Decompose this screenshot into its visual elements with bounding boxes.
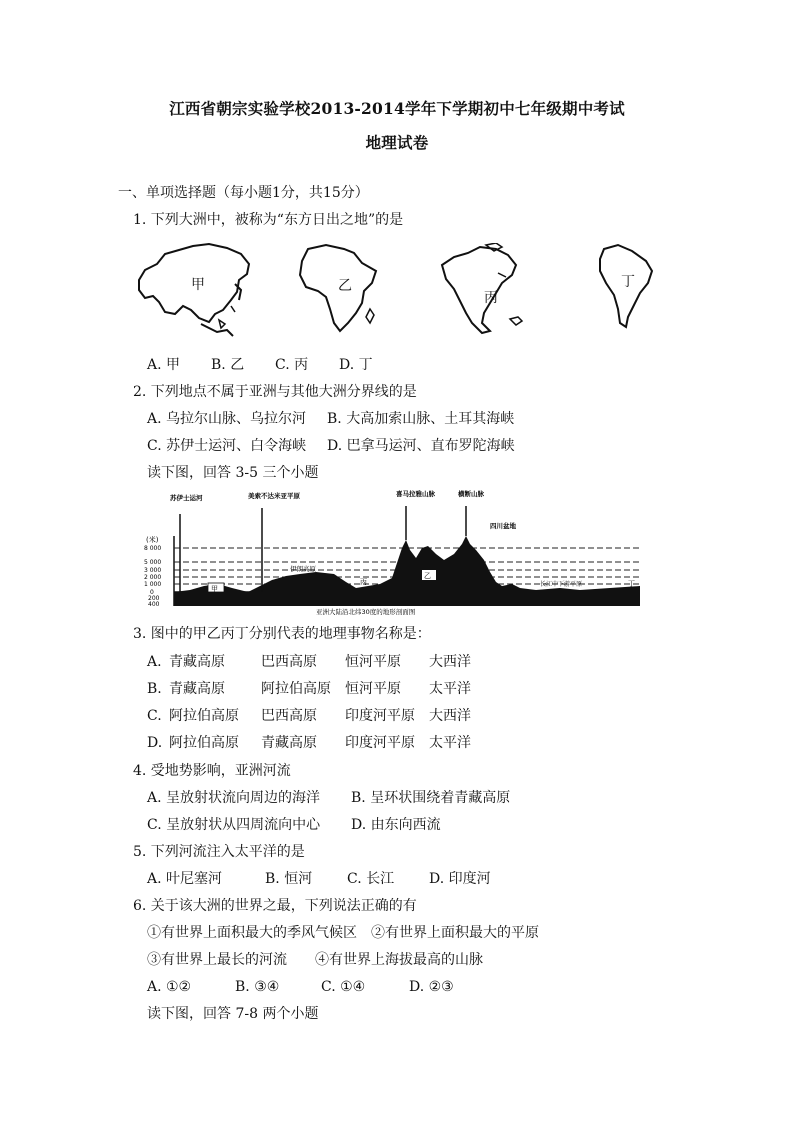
q3-option-c-item1: 阿拉伯高原 — [169, 708, 239, 724]
q1-stem: 1. 下列大洲中，被称为“东方日出之地”的是 — [133, 212, 404, 228]
q6-statement-1: ①有世界上面积最大的季风气候区 — [147, 925, 357, 941]
q5-stem: 5. 下列河流注入太平洋的是 — [133, 844, 305, 860]
profile-label-sichuan: 四川盆地 — [490, 522, 516, 530]
q1-options — [147, 356, 373, 374]
profile-unit: (米) — [146, 536, 159, 544]
q6-options — [147, 978, 454, 996]
q6-stem: 6. 关于该大洲的世界之最，下列说法正确的有 — [133, 898, 417, 914]
q3-option-a-item1: 青藏高原 — [169, 654, 225, 670]
q5-options — [147, 870, 491, 888]
q3-option-d-item2: 青藏高原 — [261, 735, 317, 751]
north-america-outline-map — [436, 243, 528, 335]
q3-option-b-item1: 青藏高原 — [169, 681, 225, 697]
profile-label-yangtze: 长江中下游平原 — [540, 581, 583, 588]
section-heading: 一、单项选择题（每小题1分，共15分） — [118, 185, 369, 201]
q4-option-b[interactable]: B. 呈环状围绕着青藏高原 — [351, 790, 511, 806]
q4-option-c[interactable]: C. 呈放射状从四周流向中心 — [147, 817, 321, 833]
q2-stem: 2. 下列地点不属于亚洲与其他大洲分界线的是 — [133, 384, 417, 400]
q3-option-b-item2: 阿拉伯高原 — [261, 681, 331, 697]
profile-label-bing: 丙 — [360, 578, 367, 586]
profile-ytick-400: 400 — [148, 601, 160, 608]
q3-option-b-letter: B. — [147, 681, 162, 697]
q6-statement-2: ②有世界上面积最大的平原 — [371, 925, 539, 941]
q2-option-b[interactable]: B. 大高加索山脉、土耳其海峡 — [327, 411, 515, 427]
profile-ytick-2000: 2 000 — [144, 574, 162, 581]
q4-options-row2 — [147, 816, 441, 834]
profile-label-himalaya: 喜马拉雅山脉 — [396, 490, 435, 498]
profile-label-mesopotamia: 美索不达米亚平原 — [248, 492, 300, 500]
q6-option-c[interactable]: C. ①④ — [321, 979, 366, 995]
q3-stem: 3. 图中的甲乙丙丁分别代表的地理事物名称是： — [133, 626, 431, 642]
profile-label-iran: 伊朗高原 — [290, 565, 316, 573]
read-instruction-1: 读下图，回答 3-5 三个小题 — [147, 465, 319, 481]
q6-statement-3: ③有世界上最长的河流 — [147, 952, 287, 968]
q3-option-b[interactable] — [147, 680, 471, 698]
q3-option-d-item3: 印度河平原 — [345, 735, 415, 751]
q5-option-d[interactable]: D. 印度河 — [429, 871, 491, 887]
q3-option-c[interactable] — [147, 707, 471, 725]
q3-option-c-item4: 大西洋 — [429, 708, 471, 724]
q5-option-b[interactable]: B. 恒河 — [265, 871, 313, 887]
map-label-ding: 丁 — [621, 274, 635, 290]
profile-caption: 亚洲大陆沿北纬30度的地形剖面图 — [316, 608, 416, 616]
q2-option-a[interactable]: A. 乌拉尔山脉、乌拉尔河 — [147, 411, 307, 427]
q3-option-d-item1: 阿拉伯高原 — [169, 735, 239, 751]
exam-subtitle: 地理试卷 — [365, 133, 429, 152]
read-instruction-2: 读下图，回答 7-8 两个小题 — [147, 1006, 319, 1022]
q6-statements-row2 — [147, 951, 483, 969]
q3-option-a-item4: 大西洋 — [429, 654, 471, 670]
q3-option-c-letter: C. — [147, 708, 162, 724]
exam-title: 江西省朝宗实验学校2013-2014学年下学期初中七年级期中考试 — [169, 99, 625, 118]
map-label-bing: 丙 — [484, 290, 498, 306]
q3-option-a-item3: 恒河平原 — [345, 654, 401, 670]
profile-label-yi: 乙 — [424, 572, 431, 580]
profile-label-ding: 丁 — [628, 580, 635, 588]
q3-option-b-item3: 恒河平原 — [345, 681, 401, 697]
q3-option-d-item4: 太平洋 — [429, 735, 471, 751]
map-label-jia: 甲 — [191, 277, 205, 293]
map-label-yi: 乙 — [338, 278, 352, 294]
q3-option-d[interactable] — [147, 734, 471, 752]
q3-option-c-item2: 巴西高原 — [261, 708, 317, 724]
q4-stem: 4. 受地势影响，亚洲河流 — [133, 763, 291, 779]
terrain-profile-figure — [140, 488, 645, 616]
q4-option-d[interactable]: D. 由东向西流 — [351, 817, 441, 833]
q3-option-a-letter: A. — [147, 654, 162, 670]
profile-label-hengduan: 横断山脉 — [458, 490, 484, 498]
q5-option-c[interactable]: C. 长江 — [347, 871, 395, 887]
q1-option-a[interactable]: A. 甲 — [147, 357, 181, 373]
profile-ytick-1000: 1 000 — [144, 581, 162, 588]
q3-option-d-letter: D. — [147, 735, 163, 751]
q2-options-row2 — [147, 437, 515, 455]
q2-option-d[interactable]: D. 巴拿马运河、直布罗陀海峡 — [327, 438, 515, 454]
profile-ytick-200: 200 — [148, 595, 160, 602]
profile-ytick-0: 0 — [150, 589, 154, 596]
q1-option-c[interactable]: C. 丙 — [275, 357, 309, 373]
profile-label-jia: 甲 — [211, 585, 218, 593]
q6-option-d[interactable]: D. ②③ — [409, 979, 454, 995]
q1-option-b[interactable]: B. 乙 — [211, 357, 245, 373]
q6-statement-4: ④有世界上海拔最高的山脉 — [315, 952, 483, 968]
profile-ytick-8000: 8 000 — [144, 545, 162, 552]
q2-options-row1 — [147, 410, 514, 428]
q3-option-c-item3: 印度河平原 — [345, 708, 415, 724]
q6-option-a[interactable]: A. ①② — [147, 979, 192, 995]
q6-statements-row1 — [147, 924, 539, 942]
q3-option-a-item2: 巴西高原 — [261, 654, 317, 670]
q5-option-a[interactable]: A. 叶尼塞河 — [147, 871, 223, 887]
profile-label-suez: 苏伊士运河 — [170, 494, 203, 502]
q3-option-a[interactable] — [147, 653, 471, 671]
profile-ytick-5000: 5 000 — [144, 559, 162, 566]
q3-option-b-item4: 太平洋 — [429, 681, 471, 697]
q6-option-b[interactable]: B. ③④ — [235, 979, 280, 995]
q1-option-d[interactable]: D. 丁 — [339, 357, 373, 373]
q4-option-a[interactable]: A. 呈放射状流向周边的海洋 — [147, 790, 321, 806]
q4-options-row1 — [147, 789, 510, 807]
q2-option-c[interactable]: C. 苏伊士运河、白令海峡 — [147, 438, 307, 454]
profile-ytick-3000: 3 000 — [144, 567, 162, 574]
